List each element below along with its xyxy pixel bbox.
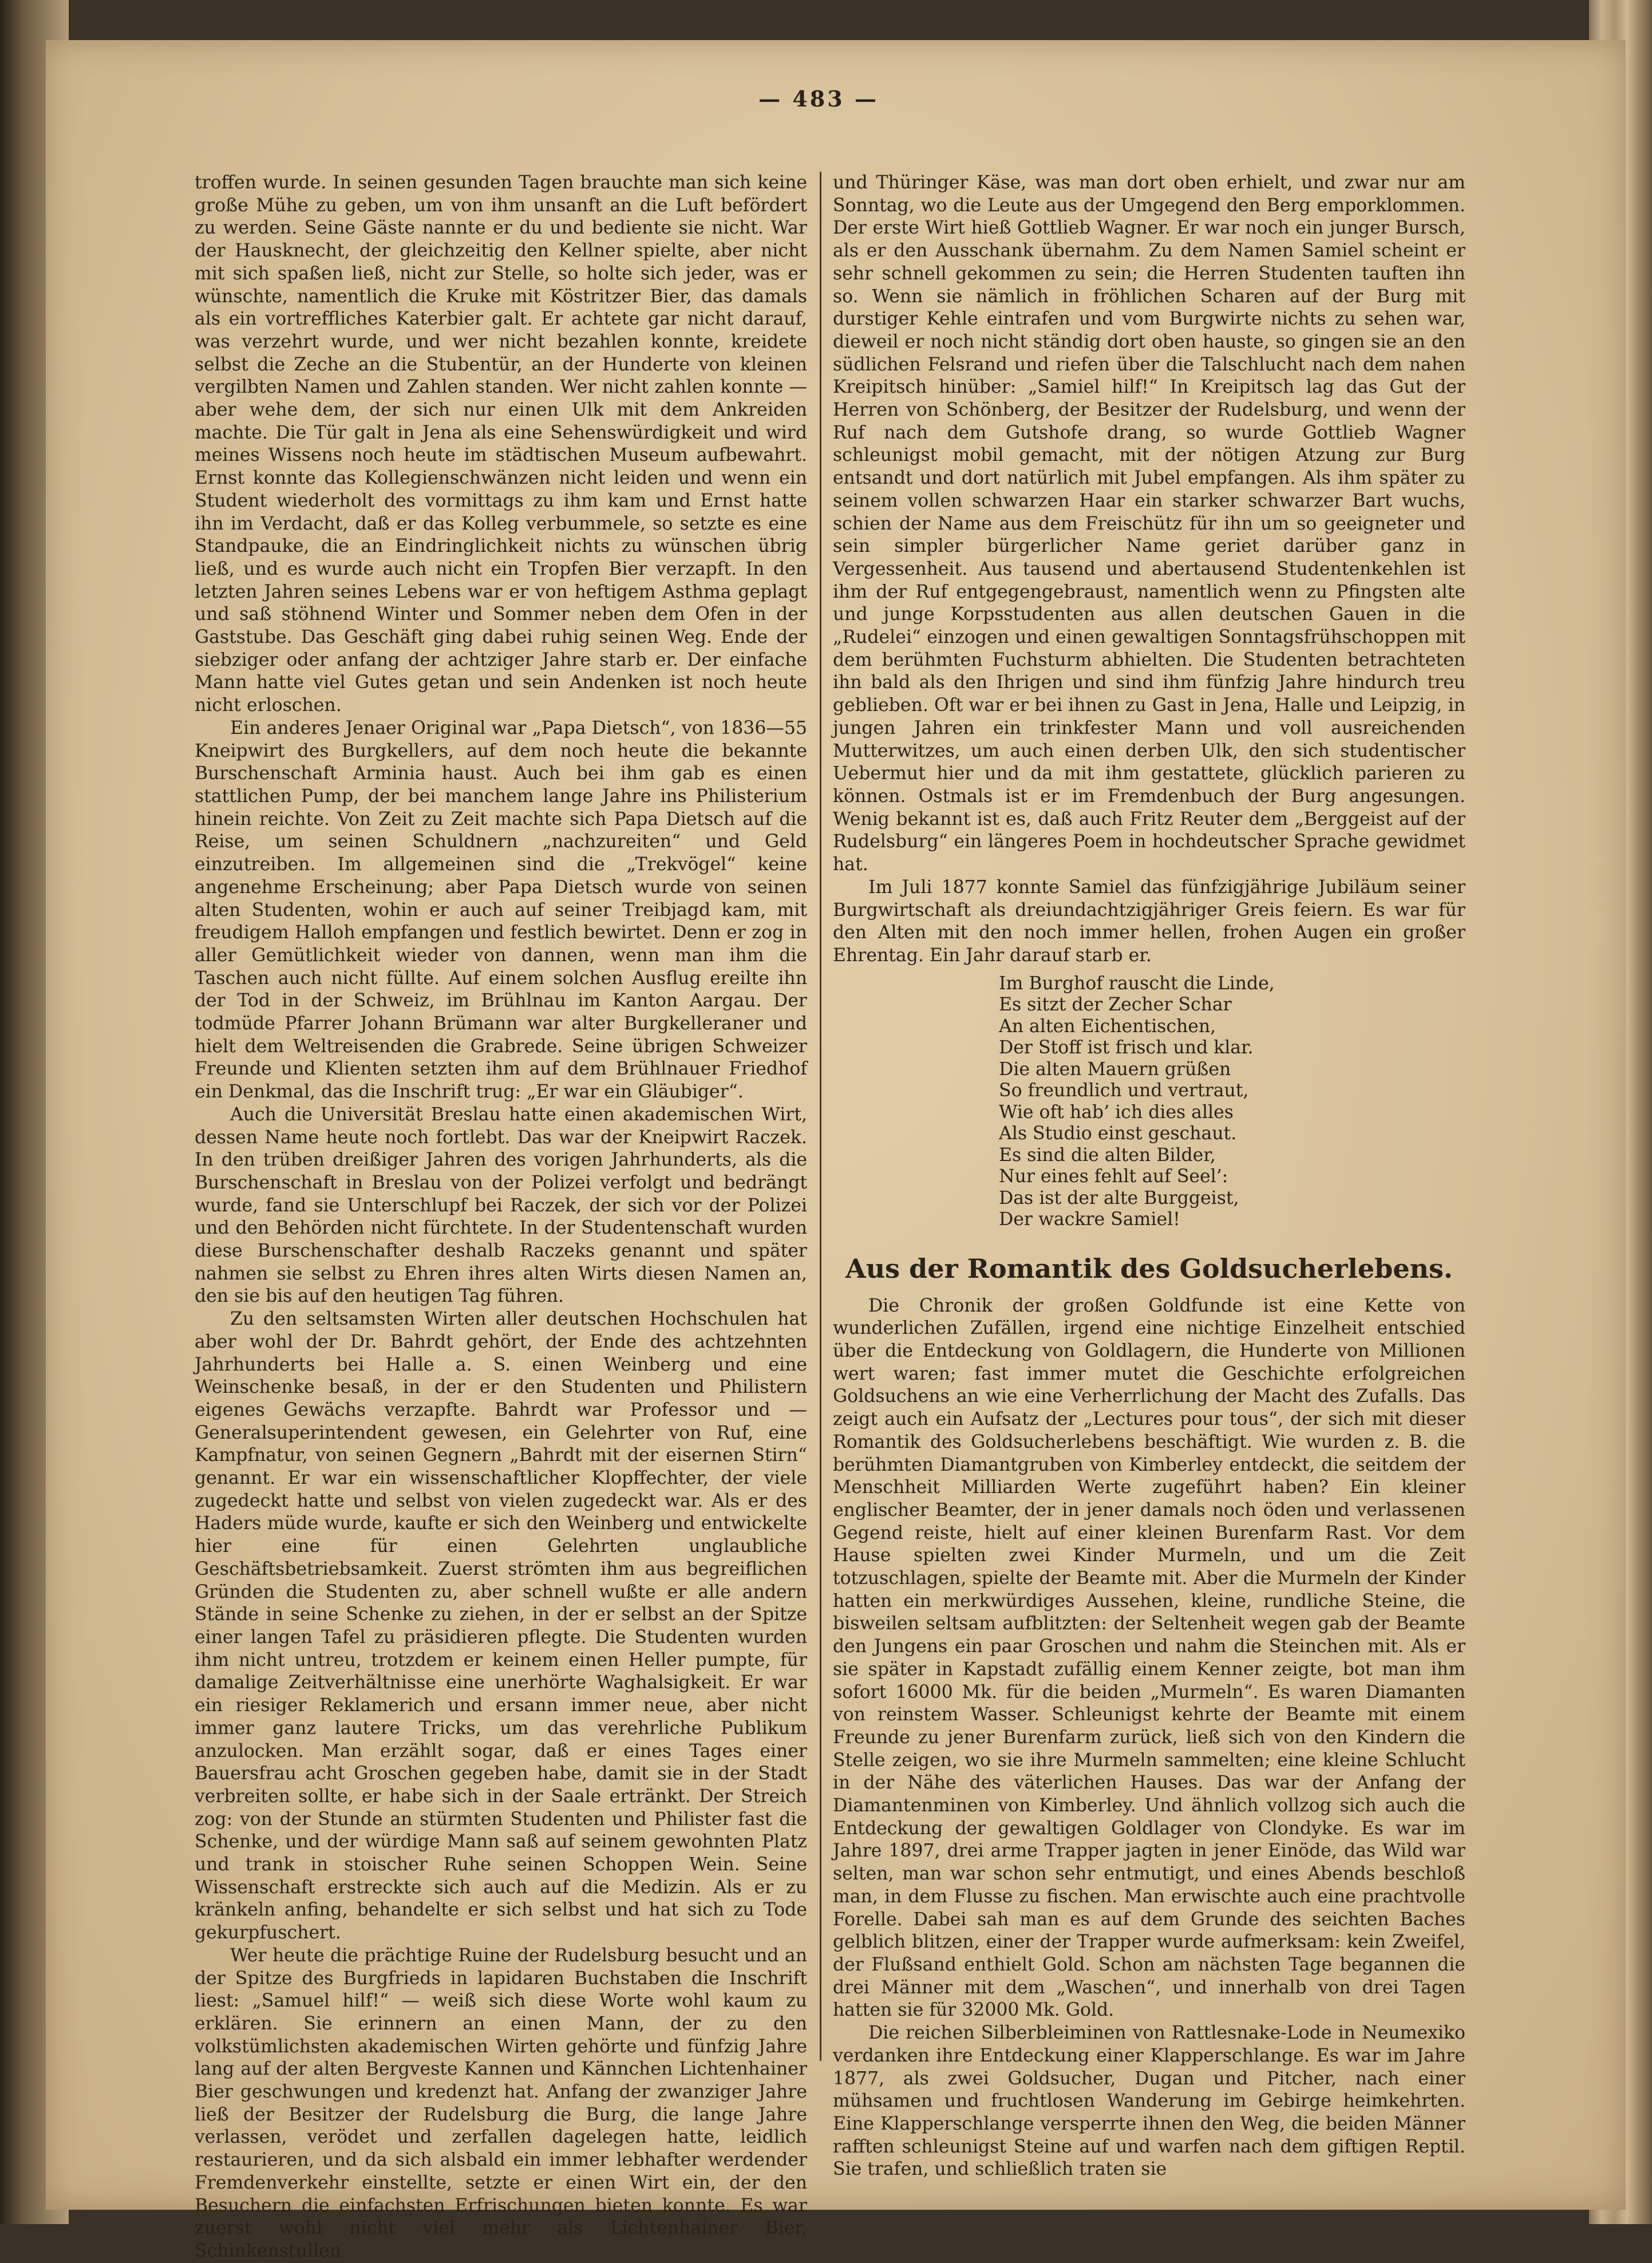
column-divider (820, 172, 821, 2061)
poem-line: Wie oft hab’ ich dies alles (999, 1101, 1234, 1123)
left-paragraph-1: troffen wurde. In seinen gesunden Tagen brauchte man sich keine große Mühe zu geben, um von ihm unsanft an die Luft befördert zu werden. Seine Gäste nannte er du und bediente sie nicht. War der Hausknecht, der gleichzeitig den Kellner spielte, aber nicht mit sich spaßen ließ, nicht zur Stelle, so holte sich jeder, was er wünschte, namentlich die Kruke mit Köstritzer Bier, das damals als ein vortreffliches Katerbier galt. Er achtete gar nicht darauf, was verzehrt wurde, und wer nicht bezahlen konnte, kreidete selbst die Zeche an die Stubentür, an der Hunderte von kleinen vergilbten Namen und Zahlen standen. Wer nicht zahlen konnte — aber wehe dem, der sich nur einen Ulk mit dem Ankreiden machte. Die Tür galt in Jena als eine Sehenswürdigkeit und wird meines Wissens noch heute im städtischen Museum aufbewahrt. Ernst konnte das Kollegienschwänzen nicht leiden und wenn ein Student wiederholt des vormittags zu ihm kam und Ernst hatte ihn im Verdacht, daß er das Kolleg verbummele, so setzte es eine Standpauke, die an Eindringlichkeit nichts zu wünschen übrig ließ, und es wurde auch nicht ein Tropfen Bier verzapft. In den letzten Jahren seines Lebens war er von heftigem Asthma geplagt und saß stöhnend Winter und Sommer neben dem Ofen in der Gaststube. Das Geschäft ging dabei ruhig seinen Weg. Ende der siebziger oder anfang der achtziger Jahre starb er. Der einfache Mann hatte viel Gutes getan und sein Andenken ist noch heute nicht erloschen. (195, 172, 807, 716)
poem-line: Der Stoff ist frisch und klar. (999, 1037, 1254, 1059)
right-column (833, 172, 1465, 2180)
poem-line: An alten Eichentischen, (999, 1016, 1216, 1037)
poem-line: Es sitzt der Zecher Schar (999, 994, 1232, 1016)
right-paragraph-3: Die Chronik der großen Goldfunde ist eine Kette von wunderlichen Zufällen, irgend eine nichtige Einzelheit entschied über die Entdeckung von Goldlagern, die Hunderte von Millionen wert waren; fast immer mutet die Geschichte erfolgreichen Goldsuchens an wie eine Verherrlichung der Macht des Zufalls. Das zeigt auch ein Aufsatz der „Lectures pour tous“, der sich mit dieser Romantik des Goldsucherlebens beschäftigt. Wie wurden z. B. die berühmten Diamantgruben von Kimberley entdeckt, die seitdem der Menschheit Milliarden Werte zugeführt haben? Ein kleiner englischer Beamter, der in jener damals noch öden und verlassenen Gegend reiste, hielt auf einer kleinen Burenfarm Rast. Vor dem Hause spielten zwei Kinder Murmeln, und um die Zeit totzuschlagen, spielte der Beamte mit. Aber die Murmeln der Kinder hatten ein merkwürdiges Aussehen, kleine, rundliche Steine, die bisweilen seltsam aufblitzten: der Seltenheit wegen gab der Beamte den Jungens ein paar Groschen und nahm die Steinchen mit. Als er sie später in Kapstadt zufällig einem Kenner zeigte, bot man ihm sofort 16000 Mk. für die beiden „Murmeln“. Es waren Diamanten von reinstem Wasser. Schleunigst kehrte der Beamte mit einem Freunde zu jener Burenfarm zurück, ließ sich von den Kindern die Stelle zeigen, wo sie ihre Murmeln sammelten; eine kleine Schlucht in der Nähe des väterlichen Hauses. Das war der Anfang der Diamantenminen von Kimberley. Und ähnlich vollzog sich auch die Entdeckung der gewaltigen Goldlager von Clondyke. Es war im Jahre 1897, drei arme Trapper jagten in jener Einöde, das Wild war selten, man war schon sehr entmutigt, und eines Abends beschloß man, in dem Flusse zu fischen. Man erwischte auch eine prachtvolle Forelle. Dabei sah man es auf dem Grunde des seichten Baches gelblich blitzen, einer der Trapper wurde aufmerksam: kein Zweifel, der Flußsand enthielt Gold. Schon am nächsten Tage begannen die drei Männer mit dem „Waschen“, und innerhalb von drei Tagen hatten sie für 32000 Mk. Gold. (833, 1295, 1465, 2021)
poem-line: Das ist der alte Burggeist, (999, 1187, 1239, 1208)
poem-line: Die alten Mauern grüßen (999, 1059, 1231, 1080)
poem-line: Es sind die alten Bilder, (999, 1144, 1216, 1166)
poem-line: So freundlich und vertraut, (999, 1080, 1249, 1101)
left-paragraph-4: Zu den seltsamsten Wirten aller deutschen Hochschulen hat aber wohl der Dr. Bahrdt gehört, der Ende des achtzehnten Jahrhunderts bei Halle a. S. einen Weinberg und eine Weinschenke besaß, in der er den Studenten und Philistern eigenes Gewächs verzapfte. Bahrdt war Professor und — Generalsuperintendent gewesen, ein Gelehrter von Ruf, eine Kampfnatur, von seinen Gegnern „Bahrdt mit der eisernen Stirn“ genannt. Er war ein wissenschaftlicher Klopffechter, der viele zugedeckt hatte und selbst von vielen zugedeckt war. Als er des Haders müde wurde, kaufte er sich den Weinberg und entwickelte hier eine für einen Gelehrten unglaubliche Geschäftsbetriebsamkeit. Zuerst strömten ihm aus begreiflichen Gründen die Studenten zu, aber schnell wußte er alle andern Stände in seine Schenke zu ziehen, in der er selbst an der Spitze einer langen Tafel zu präsidieren pflegte. Die Studenten wurden ihm nicht untreu, trotzdem er keinem einen Heller pumpte, für damalige Zeitverhältnisse eine unerhörte Waghalsigkeit. Er war ein riesiger Reklamerich und ersann immer neue, aber nicht immer ganz lautere Tricks, um das verehrliche Publikum anzulocken. Man erzählt sogar, daß er eines Tages einer Bauersfrau acht Groschen gegeben habe, damit sie in der Stadt verbreiten sollte, er habe sich in der Saale ertränkt. Der Streich zog: von der Stunde an stürmten Studenten und Philister fast die Schenke, und der würdige Mann saß auf seinem gewohnten Platz und trank in stoischer Ruhe seinen Schoppen Wein. Seine Wissenschaft erstreckte sich auch auf die Medizin. Als er zu kränkeln anfing, behandelte er sich selbst und hat sich zu Tode gekurpfuschert. (195, 1309, 807, 1944)
poem (999, 973, 1465, 1231)
poem-line: Als Studio einst geschaut. (999, 1123, 1237, 1144)
section-heading: Aus der Romantik des Goldsucherlebens. (845, 1253, 1453, 1284)
left-paragraph-2: Ein anderes Jenaer Original war „Papa Dietsch“, von 1836—55 Kneipwirt des Burgkellers, auf dem noch heute die bekannte Burschenschaft Arminia haust. Auch bei ihm gab es einen stattlichen Pump, der bei manchem lange Jahre ins Philisterium hinein reichte. Von Zeit zu Zeit machte sich Papa Dietsch auf die Reise, um seinen Schuldnern „nachzureiten“ und Geld einzutreiben. Im allgemeinen sind die „Trekvögel“ keine angenehme Erscheinung; aber Papa Dietsch wurde von seinen alten Studenten, wohin er auch auf seiner Treibjagd kam, mit freudigem Halloh empfangen und festlich bewirtet. Denn er zog in aller Gemütlichkeit wieder von dannen, wenn man ihm die Taschen auch nicht füllte. Auf einem solchen Ausflug ereilte ihn der Tod in der Schweiz, im Brühlnau im Kanton Aargau. Der todmüde Pfarrer Johann Brümann war alter Burgkelleraner und hielt dem Weltreisenden die Grabrede. Seine übrigen Schweizer Freunde und Klienten setzten ihm auf dem Brühlnauer Friedhof ein Denkmal, das die Inschrift trug: „Er war ein Gläubiger“. (195, 717, 807, 1103)
page-number: — 483 — (758, 86, 879, 112)
poem-line: Im Burghof rauscht die Linde, (999, 973, 1275, 994)
right-paragraph-4: Die reichen Silberbleiminen von Rattlesnake-Lode in Neumexiko verdanken ihre Entdeckung einer Klapperschlange. Es war im Jahre 1877, als zwei Goldsucher, Dugan und Pitcher, nach einer mühsamen und fruchtlosen Wanderung im Gebirge heimkehrten. Eine Klapperschlange versperrte ihnen den Weg, die beiden Männer rafften schleunigst Steine auf und warfen nach dem giftigen Reptil. Sie trafen, und schließlich traten sie (833, 2023, 1465, 2180)
right-paragraph-2: Im Juli 1877 konnte Samiel das fünfzigjährige Jubiläum seiner Burgwirtschaft als dreiundachtzigjähriger Greis feiern. Es war für den Alten mit den noch immer hellen, frohen Augen ein großer Ehrentag. Ein Jahr darauf starb er. (833, 876, 1465, 966)
poem-line: Nur eines fehlt auf Seel’: (999, 1166, 1228, 1187)
left-column (195, 172, 807, 2261)
poem-line: Der wackre Samiel! (999, 1209, 1180, 1230)
left-paragraph-5: Wer heute die prächtige Ruine der Rudelsburg besucht und an der Spitze des Burgfrieds in lapidaren Buchstaben die Inschrift liest: „Samuel hilf!“ — weiß sich diese Worte wohl kaum zu erklären. Sie erinnern an einen Mann, der zu den volkstümlichsten akademischen Wirten gehörte und fünfzig Jahre lang auf der alten Bergveste Kannen und Kännchen Lichtenhainer Bier geschwungen und kredenzt hat. Anfang der zwanziger Jahre ließ der Besitzer der Rudelsburg die Burg, die lange Jahre verlassen, verödet und zerfallen dagelegen hatte, leidlich restaurieren, und da sich alsbald ein immer lebhafter werdender Fremdenverkehr einstellte, setzte er einen Wirt ein, der den Besuchern die einfachsten Erfrischungen bieten konnte. Es war zuerst wohl nicht viel mehr als Lichtenhainer Bier, Schinkenstullen (195, 1945, 807, 2261)
left-paragraph-3: Auch die Universität Breslau hatte einen akademischen Wirt, dessen Name heute noch fortlebt. Das war der Kneipwirt Raczek. In den trüben dreißiger Jahren des vorigen Jahrhunderts, als die Burschenschaft in Breslau von der Polizei verfolgt und bedrängt wurde, fand sie Unterschlupf bei Raczek, der sich vor der Polizei und den Behörden nicht fürchtete. In der Studentenschaft wurden diese Burschenschafter deshalb Raczeks genannt und später nahmen sie selbst zu Ehren ihres alten Wirts diesen Namen an, den sie bis auf den heutigen Tag führen. (195, 1104, 807, 1307)
right-paragraph-1: und Thüringer Käse, was man dort oben erhielt, und zwar nur am Sonntag, wo die Leute aus der Umgegend den Berg emporklommen. Der erste Wirt hieß Gottlieb Wagner. Er war noch ein junger Bursch, als er den Ausschank übernahm. Zu dem Namen Samiel scheint er sehr schnell gekommen zu sein; die Herren Studenten tauften ihn so. Wenn sie nämlich in fröhlichen Scharen auf der Burg mit durstiger Kehle eintrafen und vom Burgwirte nichts zu sehen war, dieweil er noch nicht ständig dort oben hauste, so gingen sie an den südlichen Felsrand und riefen über die Talschlucht nach dem nahen Kreipitsch hinüber: „Samiel hilf!“ In Kreipitsch lag das Gut der Herren von Schönberg, der Besitzer der Rudelsburg, und wenn der Ruf nach dem Gutshofe drang, so wurde Gottlieb Wagner schleunigst mobil gemacht, mit der nötigen Atzung zur Burg entsandt und dort natürlich mit Jubel empfangen. Als ihm später zu seinem vollen schwarzen Haar ein starker schwarzer Bart wuchs, schien der Name aus dem Freischütz für ihn um so geeigneter und sein simpler bürgerlicher Name geriet darüber ganz in Vergessenheit. Aus tausend und abertausend Studentenkehlen ist ihm der Ruf entgegengebraust, namentlich wenn zu Pfingsten alte und junge Korpsstudenten aus allen deutschen Gauen in die „Rudelei“ einzogen und einen gewaltigen Sonntagsfrühschoppen mit dem berühmten Fuchsturm abhielten. Die Studenten betrachteten ihn bald als den Ihrigen und sind ihm fünfzig Jahre hindurch treu geblieben. Oft war er bei ihnen zu Gast in Jena, Halle und Leipzig, in jungen Jahren ein trinkfester Mann und voll ausreichenden Mutterwitzes, um auch einen derben Ulk, den sich studentischer Uebermut hier und da mit ihm gestattete, glücklich parieren zu können. Ostmals ist er im Fremdenbuch der Burg angesungen. Wenig bekannt ist es, daß auch Fritz Reuter dem „Berggeist auf der Rudelsburg“ ein längeres Poem in hochdeutscher Sprache gewidmet hat. (833, 172, 1465, 875)
